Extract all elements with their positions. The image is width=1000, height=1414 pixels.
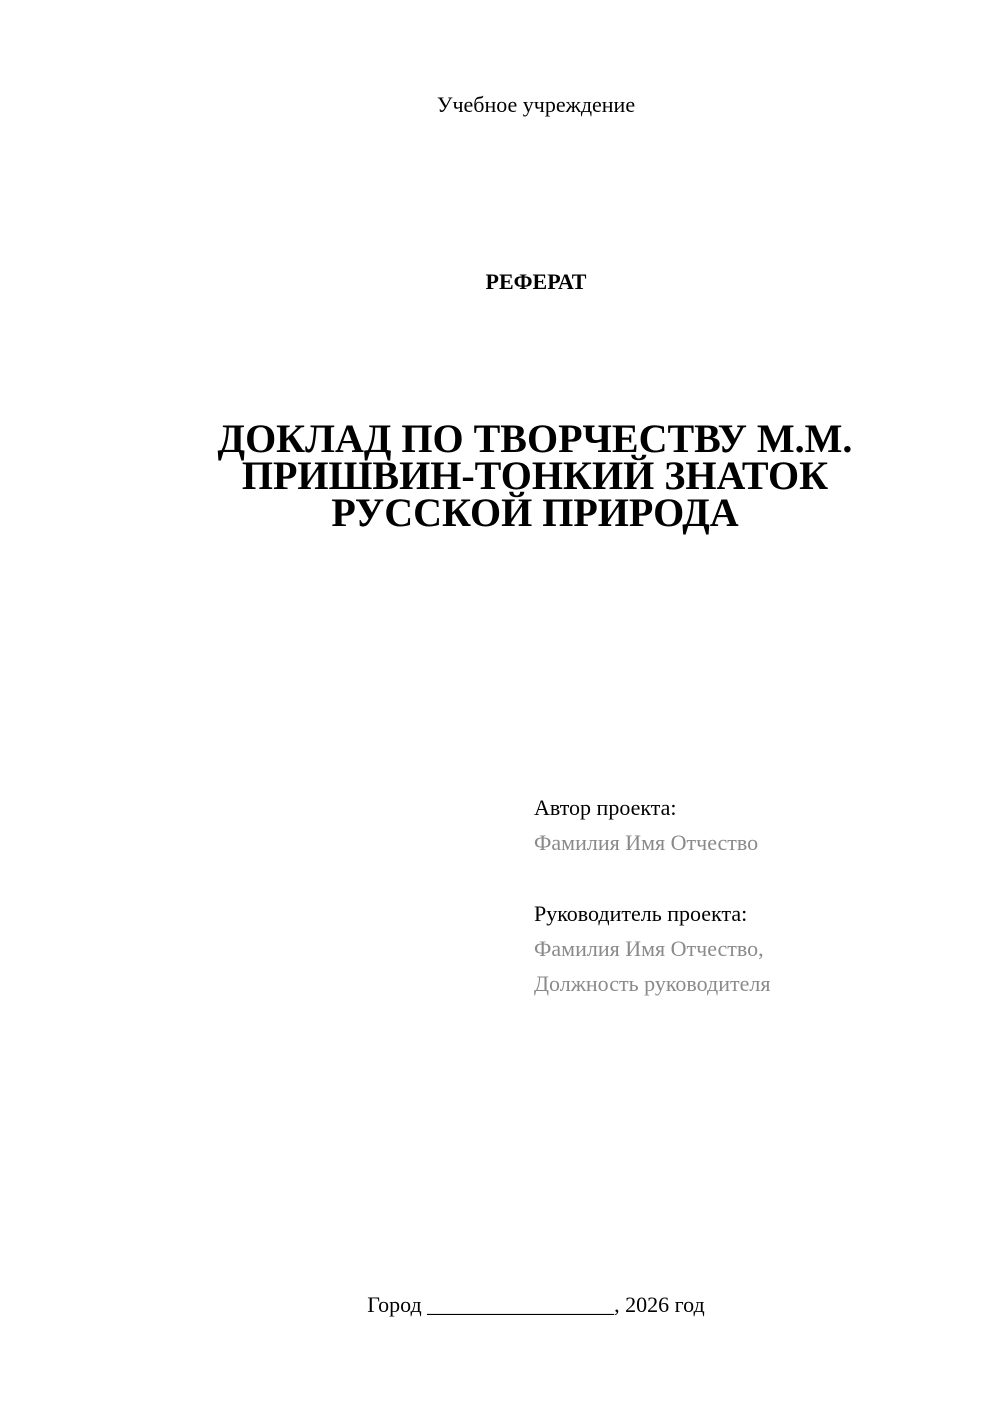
title-line-2: ПРИШВИН-ТОНКИЙ ЗНАТОК: [241, 453, 829, 498]
supervisor-label: Руководитель проекта:: [534, 901, 748, 926]
document-title: [180, 416, 890, 535]
city-year-line: Город _________________, 2026 год: [367, 1292, 705, 1317]
author-name: Фамилия Имя Отчество: [534, 830, 759, 855]
supervisor-name: Фамилия Имя Отчество,: [534, 936, 764, 961]
supervisor-position: Должность руководителя: [534, 971, 771, 996]
author-label: Автор проекта:: [534, 795, 677, 820]
title-line-3: РУССКОЙ ПРИРОДА: [331, 490, 739, 535]
project-info: [534, 790, 954, 1001]
info-spacer: [534, 860, 954, 896]
title-line-1: ДОКЛАД ПО ТВОРЧЕСТВУ М.М.: [217, 416, 853, 461]
document-type: РЕФЕРАТ: [485, 269, 587, 294]
institution-name: Учебное учреждение: [436, 92, 636, 117]
